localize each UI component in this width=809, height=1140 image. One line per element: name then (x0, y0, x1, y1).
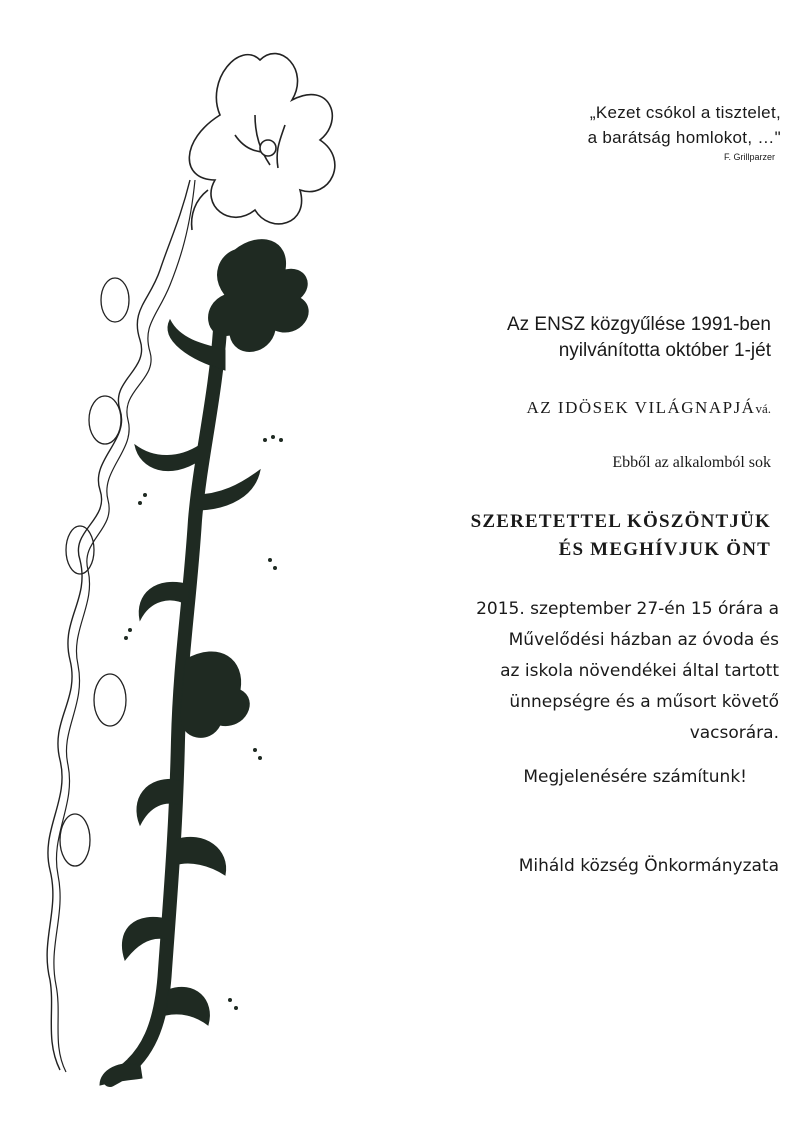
quote-line-1: „Kezet csókol a tisztelet, (589, 103, 781, 122)
event-line: Művelődési házban az óvoda és (508, 630, 779, 650)
solid-vine (100, 240, 308, 1085)
world-day-suffix: vá. (755, 401, 771, 416)
world-day-title (527, 398, 772, 418)
vine-loops (60, 278, 129, 866)
epigraph-quote (451, 100, 781, 162)
event-details (476, 594, 779, 749)
event-line: ünnepségre és a műsort követő (509, 692, 779, 712)
outline-flower (189, 54, 334, 230)
un-declaration-text (507, 312, 771, 364)
p1-line-1: Az ENSZ közgyűlése 1991-ben (506, 314, 771, 335)
signature-organization: Miháld község Önkormányzata (518, 856, 779, 876)
quote-line-2: a barátság homlokot, …" (587, 128, 781, 147)
p1-line-2: nyilvánította október 1-jét (558, 340, 771, 361)
event-line: 2015. szeptember 27-én 15 órára a (476, 599, 779, 619)
event-line: vacsorára. (689, 723, 779, 743)
world-day-main: AZ IDÖSEK VILÁGNAPJÁ (526, 398, 756, 417)
attendance-note: Megjelenésére számítunk! (523, 767, 747, 787)
floral-vine-illustration (30, 40, 350, 1100)
occasion-text: Ebből az alkalomból sok (612, 454, 771, 471)
greeting-line-2: ÉS MEGHÍVJUK ÖNT (558, 539, 771, 560)
event-line: az iskola növendékei által tartott (500, 661, 779, 681)
greeting-line-1: SZERETETTEL KÖSZÖNTJÜK (470, 511, 771, 532)
quote-author: F. Grillparzer (723, 152, 775, 162)
greeting-headline (471, 508, 771, 564)
